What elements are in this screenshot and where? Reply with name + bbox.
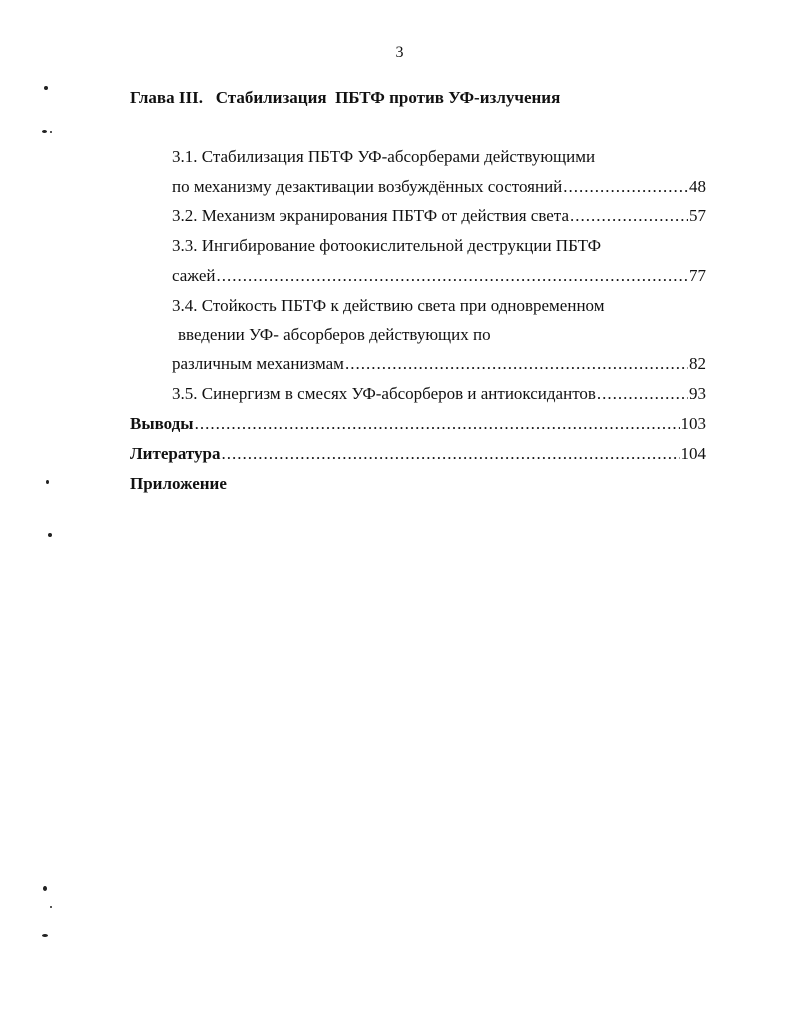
toc-entry-3-4-line-2: введении УФ- абсорберов действующих по	[178, 325, 491, 344]
toc-entry-conclusions[interactable]	[130, 414, 706, 434]
toc-entry-3-5[interactable]	[172, 384, 706, 404]
scan-speck	[48, 533, 52, 537]
toc-entry-3-1-line-2: по механизму дезактивации возбуждённых состояний	[172, 177, 563, 196]
toc-entry-3-4-page: 82	[689, 354, 706, 373]
dot-leader	[570, 206, 688, 226]
toc-entry-literature[interactable]	[130, 444, 706, 464]
dot-leader	[563, 177, 688, 197]
scan-speck	[42, 130, 47, 133]
toc-entry-3-3[interactable]	[172, 266, 706, 286]
page-number: 3	[395, 44, 404, 61]
scan-speck	[50, 131, 52, 133]
toc-entry-3-3-page: 77	[689, 266, 706, 285]
toc-entry-3-5-page: 93	[689, 384, 706, 403]
toc-entry-3-4-line-3: различным механизмам	[172, 354, 344, 373]
dot-leader	[597, 384, 688, 404]
toc-entry-3-1-line-1: 3.1. Стабилизация ПБТФ УФ-абсорберами действующими	[172, 147, 596, 166]
dot-leader	[221, 444, 679, 464]
toc-entry-conclusions-page: 103	[680, 414, 706, 433]
toc-entry-appendix[interactable]: Приложение	[130, 474, 227, 493]
toc-entry-3-3-line-2: сажей	[172, 266, 216, 285]
scan-speck	[44, 86, 48, 90]
toc-entry-literature-page: 104	[680, 444, 706, 463]
toc-entry-3-1[interactable]	[172, 177, 706, 197]
scan-speck	[50, 906, 52, 908]
toc-entry-3-3-line-1: 3.3. Ингибирование фотоокислительной деструкции ПБТФ	[172, 236, 602, 255]
toc-entry-3-2[interactable]	[172, 206, 706, 226]
scan-speck	[42, 934, 48, 937]
chapter-title: Глава III. Стабилизация ПБТФ против УФ-излучения	[130, 88, 561, 107]
toc-entry-3-1-page: 48	[689, 177, 706, 196]
toc-entry-3-2-title: 3.2. Механизм экранирования ПБТФ от действия света	[172, 206, 569, 225]
dot-leader	[345, 354, 688, 374]
scan-speck	[46, 480, 49, 484]
toc-entry-3-2-page: 57	[689, 206, 706, 225]
dot-leader	[195, 414, 680, 434]
dot-leader	[216, 266, 688, 286]
toc-entry-3-4[interactable]	[172, 354, 706, 374]
toc-entry-3-4-line-1: 3.4. Стойкость ПБТФ к действию света при одновременном	[172, 296, 605, 315]
scan-speck	[43, 886, 47, 891]
toc-entry-literature-label: Литература	[130, 444, 221, 463]
toc-entry-3-5-title: 3.5. Синергизм в смесях УФ-абсорберов и антиоксидантов	[172, 384, 596, 403]
toc-entry-conclusions-label: Выводы	[130, 414, 194, 433]
